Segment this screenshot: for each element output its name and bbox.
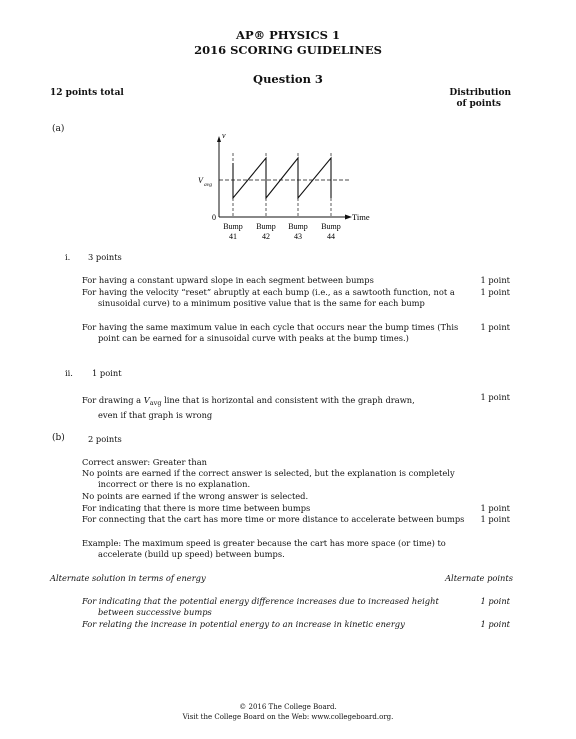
part-b-line: For connecting that the cart has more time or more distance to accelerate between bumps [82, 514, 465, 524]
criterion-points: 1 point [480, 287, 510, 297]
part-a-i-points: 3 points [88, 252, 122, 262]
part-b-line: No points are earned if the wrong answer is selected. [82, 491, 309, 501]
part-a-label: (a) [52, 124, 65, 134]
part-b-line: For indicating that there is more time between bumps [82, 503, 311, 513]
part-b-line: Example: The maximum speed is greater because the cart has more space (or time) to accelerate (build up speed) between bumps. [82, 538, 446, 559]
criterion-points: 1 point [480, 275, 510, 285]
bump-number: 42 [262, 232, 270, 241]
y-axis-label: v [222, 131, 226, 140]
criterion-points: 1 point [480, 619, 510, 629]
vavg-symbol-sub: avg [149, 399, 162, 407]
footer-visit: Visit the College Board on the Web: www.collegeboard.org. [182, 713, 394, 721]
bump-label: Bump [223, 222, 243, 231]
criterion-points: 1 point [480, 392, 510, 402]
x-axis-label: Time [352, 212, 370, 222]
vavg-criterion-end: line that is horizontal and consistent with the graph drawn, [164, 395, 415, 405]
question-title: Question 3 [253, 72, 323, 86]
part-a-i-label: i. [65, 252, 71, 262]
vavg-label: V [198, 176, 203, 185]
part-b-label: (b) [52, 433, 65, 443]
part-b-points: 2 points [88, 434, 122, 444]
vavg-criterion [82, 395, 442, 409]
criterion-points: 1 point [480, 503, 510, 513]
velocity-graph [190, 128, 390, 246]
header-subtitle: 2016 SCORING GUIDELINES [194, 43, 382, 57]
criterion-points: 1 point [480, 322, 510, 332]
part-b-line: No points are earned if the correct answer is selected, but the explanation is completely incorrect or there is no explanation. [82, 468, 455, 489]
bump-label: Bump [288, 222, 308, 231]
part-a-ii-label: ii. [65, 368, 73, 378]
header-title: AP® PHYSICS 1 [236, 28, 340, 42]
criterion-text: For having the same maximum value in each cycle that occurs near the bump times (This point can be earned for a sinusoidal curve with peaks at the bump times.) [82, 322, 459, 343]
vavg-criterion-start: For drawing a [82, 395, 142, 405]
bump-label: Bump [256, 222, 276, 231]
bump-number: 43 [294, 232, 302, 241]
distribution-heading-2: of points [456, 99, 501, 109]
criterion-points: 1 point [480, 596, 510, 606]
points-total: 12 points total [50, 88, 124, 98]
alternate-criterion: For indicating that the potential energy difference increases due to increased height between successive bumps [82, 596, 439, 617]
y-axis-arrow [217, 136, 221, 142]
part-a-ii-points: 1 point [92, 368, 122, 378]
zero-label: 0 [212, 213, 216, 222]
alternate-heading: Alternate solution in terms of energy [50, 573, 206, 583]
criterion-text: For having a constant upward slope in each segment between bumps [82, 275, 374, 285]
sawtooth-curve [233, 158, 331, 198]
alternate-criterion: For relating the increase in potential energy to an increase in kinetic energy [82, 619, 405, 629]
bump-number: 44 [327, 232, 335, 241]
vavg-sub-label: avg [204, 182, 212, 188]
vavg-symbol: V [143, 395, 150, 405]
criterion-text: For having the velocity “reset” abruptly at each bump (i.e., as a sawtooth function, not a sinusoidal curve) to a minimum positive value that is the same for each bump [82, 287, 455, 308]
distribution-heading: Distribution [449, 88, 511, 98]
vavg-criterion-line2: even if that graph is wrong [98, 410, 213, 420]
criterion-points: 1 point [480, 514, 510, 524]
footer-copyright: © 2016 The College Board. [239, 703, 337, 711]
bump-label: Bump [321, 222, 341, 231]
alternate-points-heading: Alternate points [445, 573, 513, 583]
part-b-line: Correct answer: Greater than [82, 457, 208, 467]
bump-number: 41 [229, 232, 237, 241]
x-axis-arrow [345, 215, 352, 220]
